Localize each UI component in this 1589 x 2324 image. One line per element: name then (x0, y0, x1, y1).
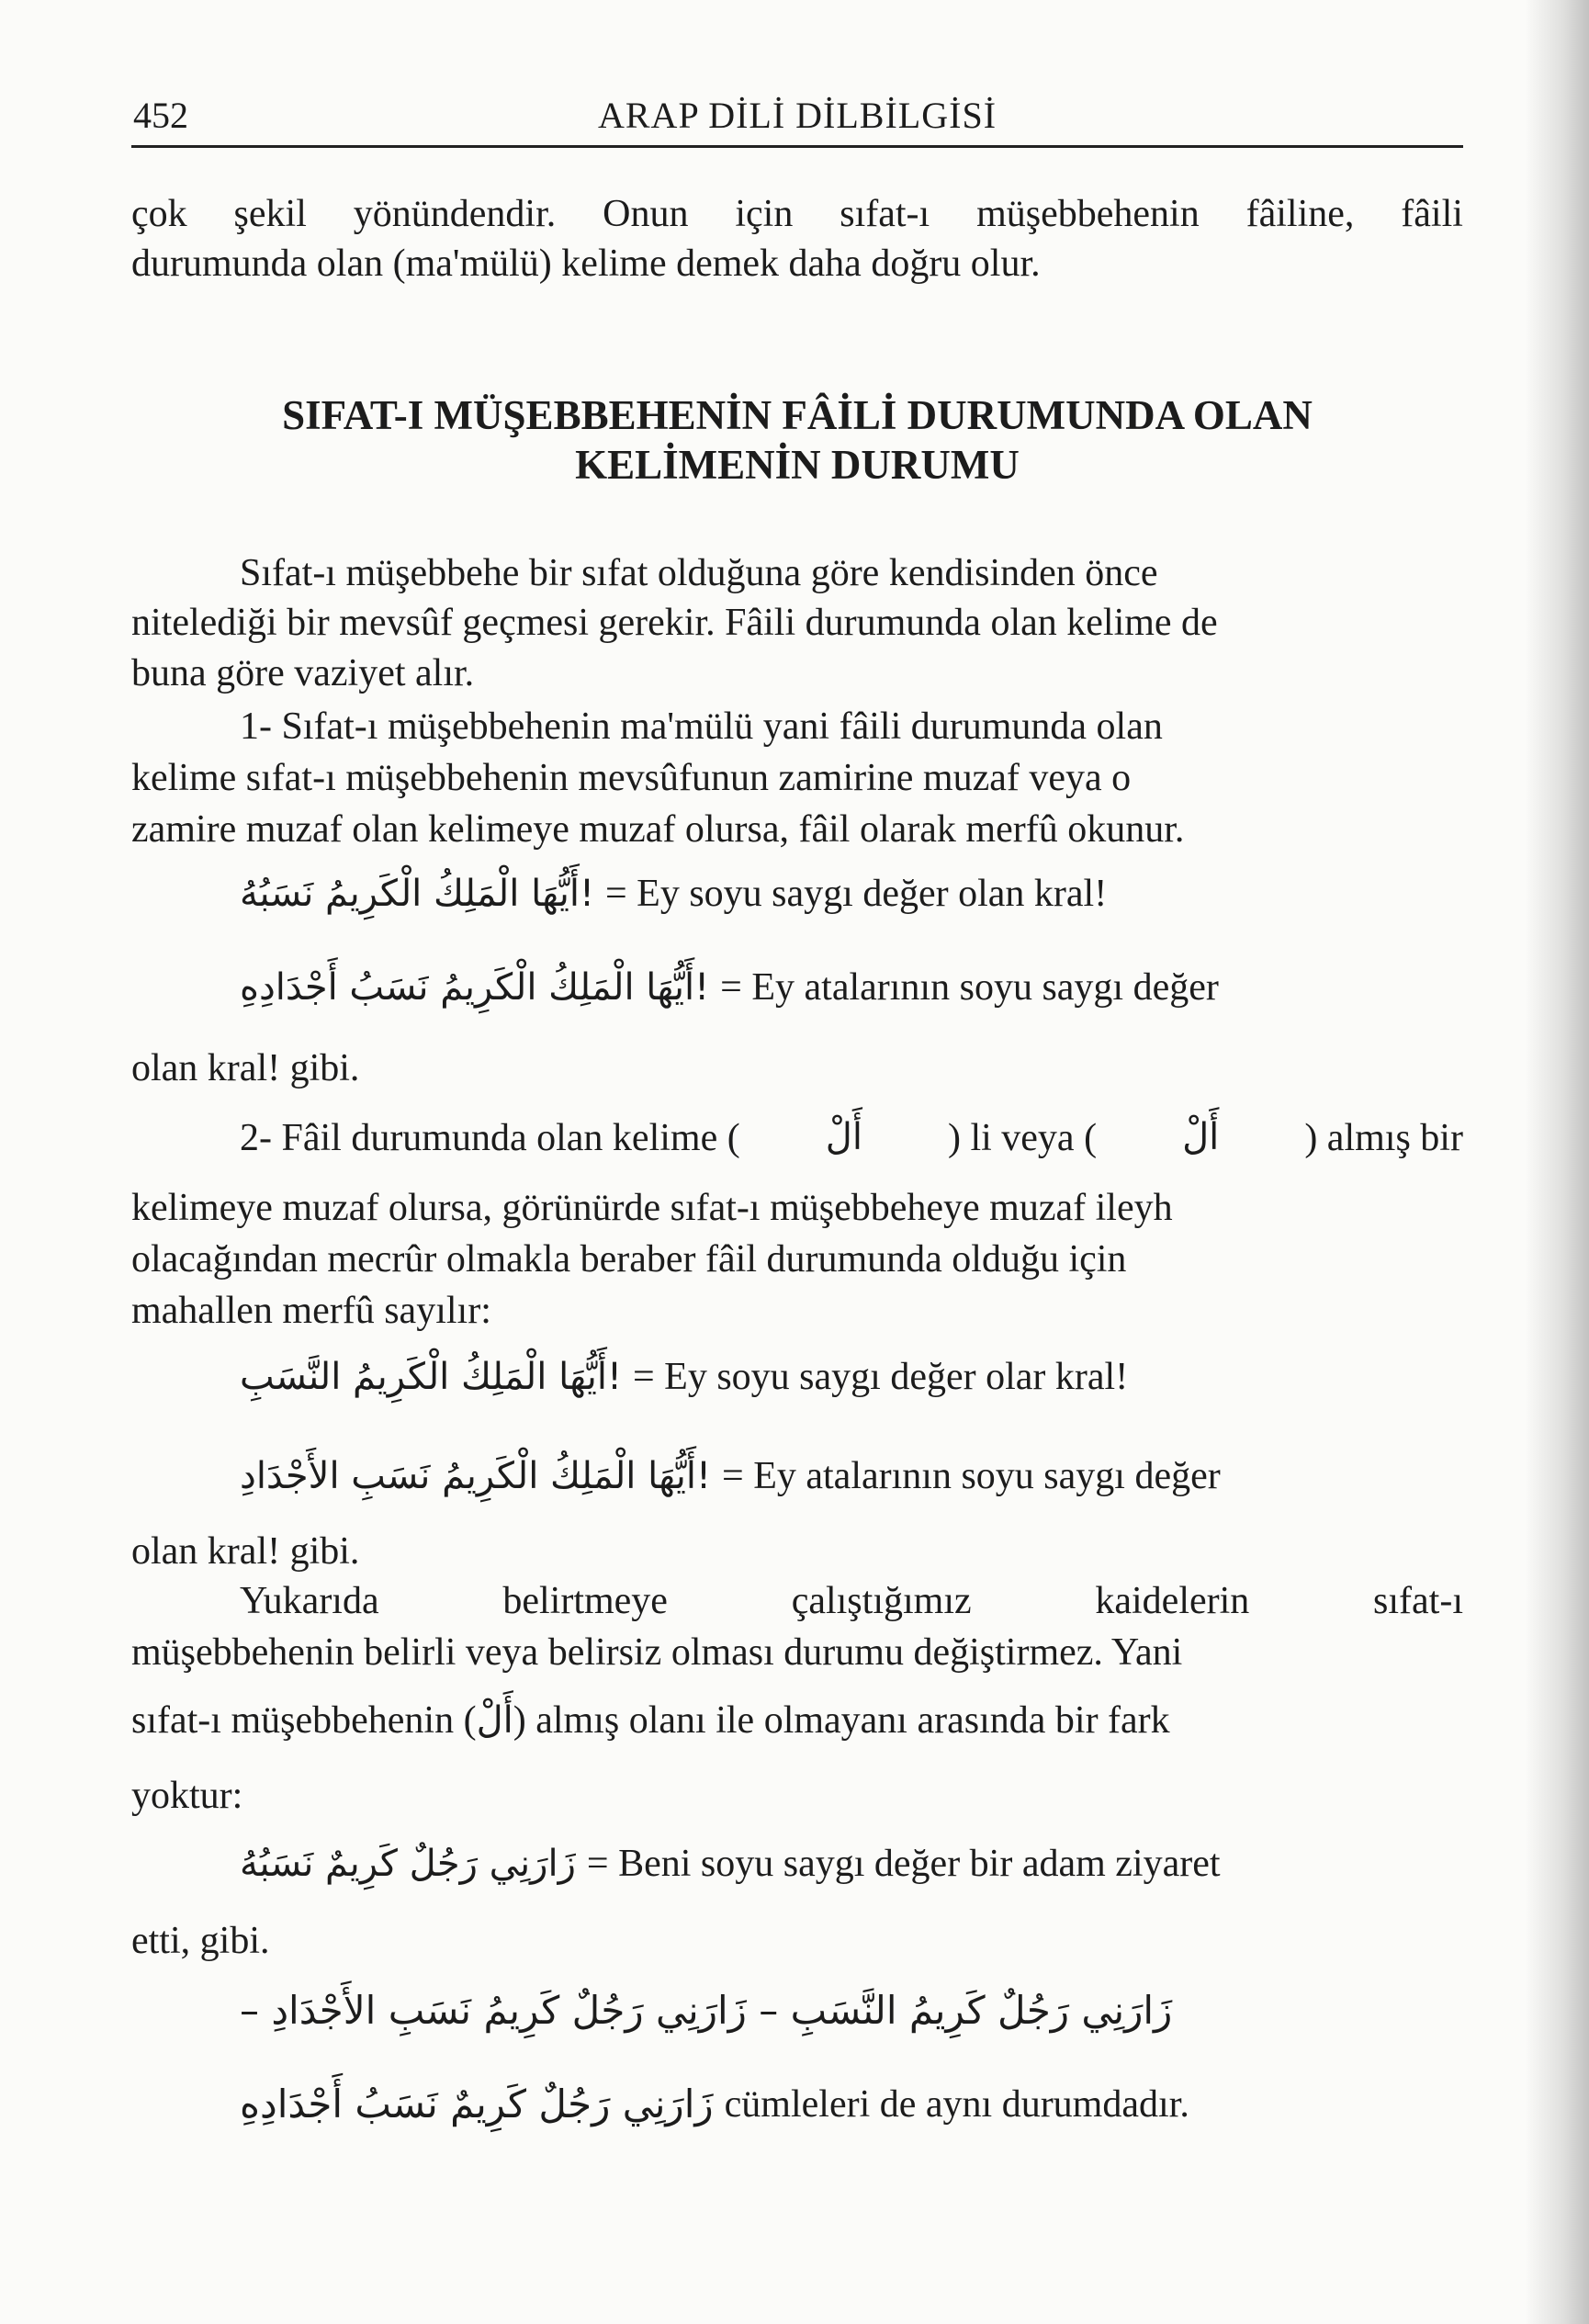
word: sıfat-ı (1373, 1580, 1463, 1622)
rule2-suffix: ) almış bir (1304, 1117, 1463, 1159)
word: müşebbehenin (976, 193, 1200, 235)
rule2-prefix: 2- Fâil durumunda olan kelime ( (240, 1117, 740, 1159)
running-title: ARAP DİLİ DİLBİLGİSİ (597, 95, 997, 136)
example-translation: = Ey atalarının soyu saygı değer (720, 966, 1219, 1009)
al-particle: أَلْ (476, 1699, 513, 1742)
rule1-line-2: kelime sıfat-ı müşebbehenin mevsûfunun zamirine muzaf veya o (131, 757, 1132, 799)
final-arabic-line-1 (240, 1988, 1173, 2033)
word: kaidelerin (1095, 1580, 1250, 1622)
section-heading-line-2: KELİMENİN DURUMU (575, 442, 1020, 488)
example-translation: = Ey soyu saygı değer olan kral! (604, 873, 1108, 915)
word: fâili (1401, 193, 1463, 235)
para2-line-2: müşebbehenin belirli veya belirsiz olması durumu değiştirmez. Yani (131, 1631, 1183, 1674)
arabic-example: !أَيُّهَا الْمَلِكُ الْكَرِيمُ نَسَبِ الأَجْدَادِ (240, 1455, 712, 1497)
arabic-example: !أَيُّهَا الْمَلِكُ الْكَرِيمُ نَسَبُ أَجْدَادِهِ (240, 966, 710, 1009)
al-particle: أَلْ (1182, 1116, 1220, 1158)
word: belirtmeye (502, 1580, 668, 1622)
rule2-line-3: olacağından mecrûr olmakla beraber fâil durumunda olduğu için (131, 1238, 1127, 1280)
example-translation: = Beni soyu saygı değer bir adam ziyaret (586, 1843, 1221, 1885)
rule2-line-1 (240, 1116, 1463, 1159)
rule2-line-2: kelimeye muzaf olursa, görünürde sıfat-ı müşebbeheye muzaf ileyh (131, 1187, 1173, 1229)
arabic-example: !أَيُّهَا الْمَلِكُ الْكَرِيمُ النَّسَبِ (240, 1356, 622, 1398)
word: Yukarıda (240, 1580, 379, 1622)
final-text: cümleleri de aynı durumdadır. (724, 2083, 1189, 2126)
example3-end: etti, gibi. (131, 1920, 270, 1962)
page-header (131, 90, 1463, 148)
word: fâiline, (1245, 193, 1355, 235)
word: çok (131, 193, 187, 235)
examples2-end: olan kral! gibi. (131, 1530, 360, 1573)
arabic-example: زَارَنِي رَجُلٌ كَرِيمُ النَّسَبِ – زَارَنِي رَجُلٌ كَرِيمُ نَسَبِ الأَجْدَادِ – (240, 1988, 1173, 2033)
example-translation: = Ey atalarının soyu saygı değer (722, 1455, 1221, 1497)
page-edge-shadow (1525, 0, 1589, 2324)
word: şekil (233, 193, 307, 235)
rule2-mid: ) li veya ( (947, 1117, 1098, 1159)
arabic-example: زَارَنِي رَجُلٌ كَرِيمٌ نَسَبُهُ (240, 1843, 576, 1885)
section-heading-line-1: SIFAT-I MÜŞEBBEHENİN FÂİLİ DURUMUNDA OLAN (282, 392, 1313, 438)
rule2-line-4: mahallen merfû sayılır: (131, 1290, 491, 1332)
al-particle: أَلْ (825, 1116, 862, 1158)
page-number: 452 (133, 95, 188, 136)
word: yönündendir. (353, 193, 557, 235)
example-translation: = Ey soyu saygı değer olar kral! (632, 1356, 1129, 1398)
example-1a (240, 874, 1107, 913)
word: çalıştığımız (791, 1580, 972, 1622)
word: için (735, 193, 794, 235)
rule1-line-1: 1- Sıfat-ı müşebbehenin ma'mülü yani fâili durumunda olan (240, 705, 1163, 748)
example-3 (240, 1845, 1221, 1883)
para2-line-4: yoktur: (131, 1775, 243, 1817)
para2-line-1 (240, 1582, 1463, 1620)
word: Onun (603, 193, 689, 235)
para2-line-3 (131, 1701, 1170, 1740)
example-2b (240, 1457, 1221, 1495)
arabic-example: زَارَنِي رَجُلٌ كَرِيمٌ نَسَبُ أَجْدَادِهِ (240, 2081, 714, 2127)
para1-line-3: buna göre vaziyet alır. (131, 652, 475, 694)
example-1b (240, 968, 1219, 1007)
example-2a (240, 1358, 1128, 1396)
intro-line-2: durumunda olan (ma'mülü) kelime demek daha doğru olur. (131, 243, 1041, 285)
arabic-example: !أَيُّهَا الْمَلِكُ الْكَرِيمُ نَسَبُهُ (240, 873, 594, 915)
word: sıfat-ı (840, 193, 930, 235)
examples1-end: olan kral! gibi. (131, 1047, 360, 1089)
para2-line3-suffix: ) almış olanı ile olmayanı arasında bir fark (513, 1699, 1170, 1742)
para1-line-1: Sıfat-ı müşebbehe bir sıfat olduğuna göre kendisinden önce (240, 552, 1158, 594)
intro-line-1 (131, 195, 1463, 233)
rule1-line-3: zamire muzaf olan kelimeye muzaf olursa, fâil olarak merfû okunur. (131, 808, 1185, 851)
para1-line-2: nitelediği bir mevsûf geçmesi gerekir. Fâili durumunda olan kelime de (131, 602, 1218, 644)
final-line-2 (240, 2081, 1189, 2127)
para2-line3-prefix: sıfat-ı müşebbehenin ( (131, 1699, 477, 1742)
